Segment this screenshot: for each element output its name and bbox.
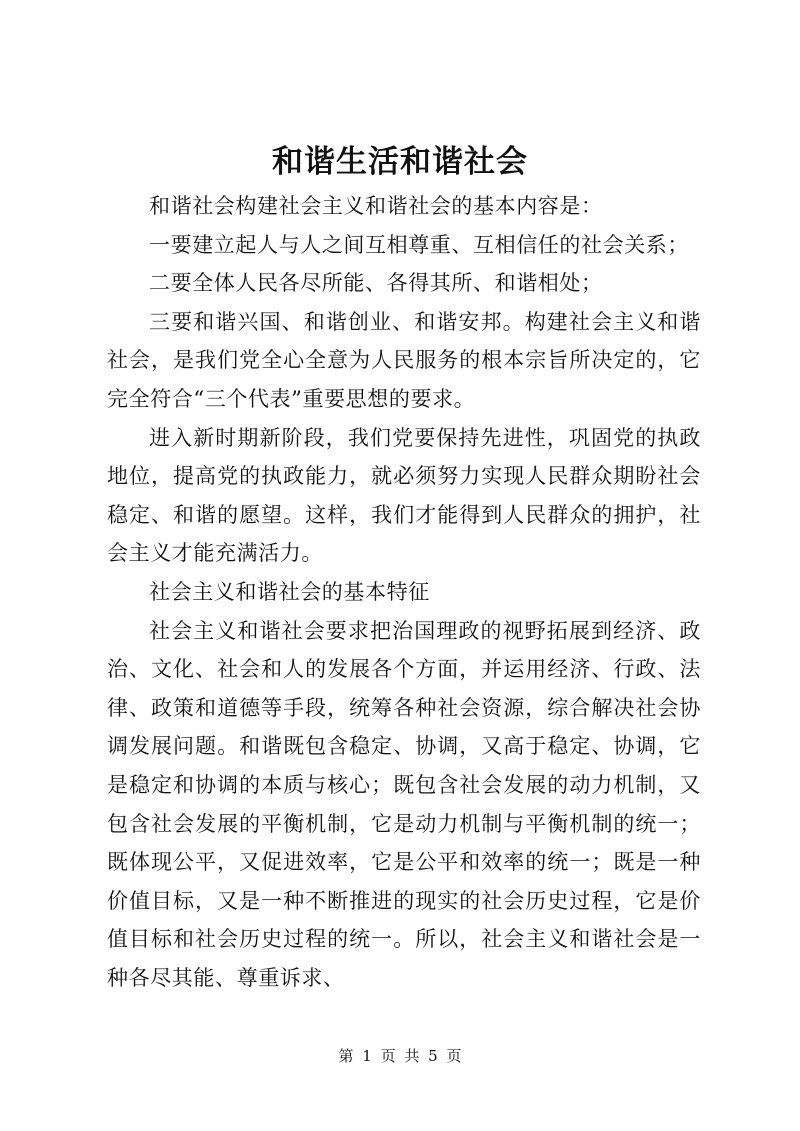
paragraph-point-three: 三要和谐兴国、和谐创业、和谐安邦。构建社会主义和谐社会，是我们党全心全意为人民服务的根本宗旨所决定的，它完全符合“三个代表”重要思想的要求。	[107, 309, 701, 411]
paragraph-point-one: 一要建立起人与人之间互相尊重、互相信任的社会关系；	[149, 232, 689, 257]
document-title: 和谐生活和谐社会	[272, 144, 528, 180]
paragraph-point-two: 二要全体人民各尽所能、各得其所、和谐相处；	[149, 271, 603, 296]
document-body	[107, 187, 701, 997]
paragraph-features-body: 社会主义和谐社会要求把治国理政的视野拓展到经济、政治、文化、社会和人的发展各个方面，并运用经济、行政、法律、政策和道德等手段，统筹各种社会资源，综合解决社会协调发展问题。和谐既包含稳定、协调，又高于稳定、协调，它是稳定和协调的本质与核心；既包含社会发展的动力机制，又包含社会发展的平衡机制，它是动力机制与平衡机制的统一；既体现公平，又促进效率，它是公平和效率的统一；既是一种价值目标，又是一种不断推进的现实的社会历史过程，它是价值目标和社会历史过程的统一。所以，社会主义和谐社会是一种各尽其能、尊重诉求、	[107, 618, 701, 990]
section-heading-basic-features: 社会主义和谐社会的基本特征	[149, 579, 430, 604]
paragraph-new-era: 进入新时期新阶段，我们党要保持先进性，巩固党的执政地位，提高党的执政能力，就必须努力实现人民群众期盼社会稳定、和谐的愿望。这样，我们才能得到人民群众的拥护，社会主义才能充满活力。	[107, 425, 701, 566]
paragraph-basic-content: 和谐社会构建社会主义和谐社会的基本内容是：	[149, 194, 603, 218]
page-number-footer: 第 1 页 共 5 页	[338, 1047, 462, 1065]
